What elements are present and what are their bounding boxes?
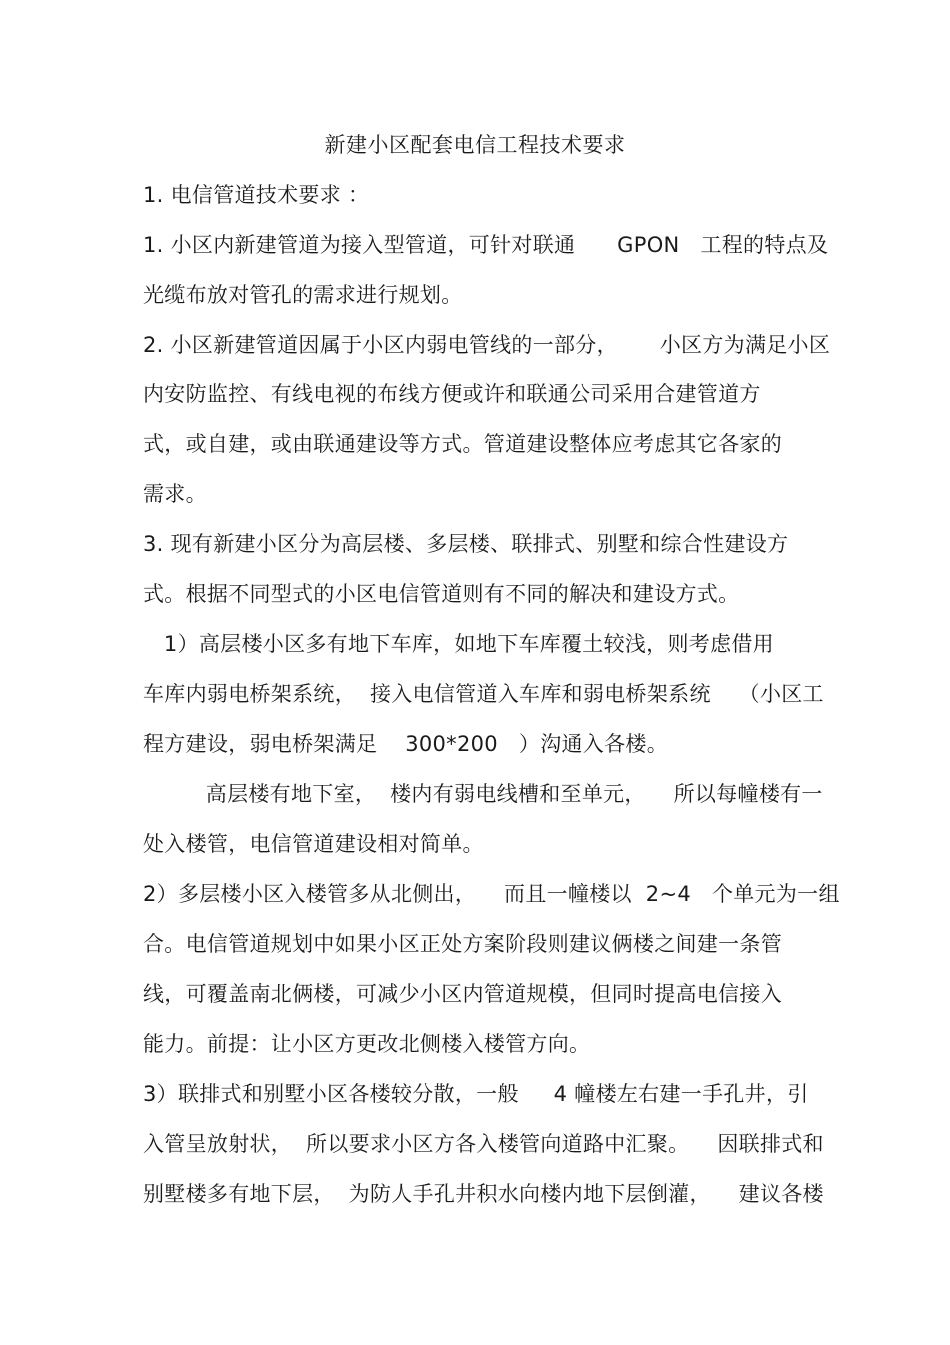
- paragraph-line: 处入楼管，电信管道建设相对简单。: [143, 832, 484, 856]
- section-heading-telecom-pipeline: 1. 电信管道技术要求 ：: [143, 183, 370, 207]
- paragraph-line: 2）多层楼小区入楼管多从北侧出， 而且一幢楼以 2~4 个单元为一组: [143, 882, 840, 906]
- paragraph-line: 车库内弱电桥架系统， 接入电信管道入车库和弱电桥架系统 （小区工: [143, 682, 824, 706]
- paragraph-line: 3）联排式和别墅小区各楼较分散，一般 4 幢楼左右建一手孔井，引: [143, 1082, 809, 1106]
- paragraph-line: 式，或自建，或由联通建设等方式。管道建设整体应考虑其它各家的: [143, 432, 782, 456]
- paragraph-line: 能力。前提：让小区方更改北侧楼入楼管方向。: [143, 1032, 591, 1056]
- paragraph-line: 程方建设，弱电桥架满足 300*200 ）沟通入各楼。: [143, 732, 668, 756]
- paragraph-line: 光缆布放对管孔的需求进行规划。: [143, 283, 463, 307]
- paragraph-line: 高层楼有地下室， 楼内有弱电线槽和至单元， 所以每幢楼有一: [143, 782, 823, 806]
- paragraph-line: 式。根据不同型式的小区电信管道则有不同的解决和建设方式。: [143, 582, 740, 606]
- paragraph-line: 入管呈放射状， 所以要求小区方各入楼管向道路中汇聚。 因联排式和: [143, 1132, 824, 1156]
- paragraph-line: 1. 小区内新建管道为接入型管道，可针对联通 GPON 工程的特点及: [143, 233, 829, 257]
- paragraph-line: 1）高层楼小区多有地下车库，如地下车库覆土较浅，则考虑借用: [143, 632, 774, 656]
- paragraph-line: 3. 现有新建小区分为高层楼、多层楼、联排式、别墅和综合性建设方: [143, 532, 789, 556]
- paragraph-line: 2. 小区新建管道因属于小区内弱电管线的一部分， 小区方为满足小区: [143, 333, 831, 357]
- paragraph-line: 线，可覆盖南北俩楼，可减少小区内管道规模，但同时提高电信接入: [143, 982, 782, 1006]
- paragraph-line: 内安防监控、有线电视的布线方便或许和联通公司采用合建管道方: [143, 382, 761, 406]
- paragraph-line: 合。电信管道规划中如果小区正处方案阶段则建议俩楼之间建一条管: [143, 932, 782, 956]
- document-title: 新建小区配套电信工程技术要求: [324, 133, 626, 157]
- paragraph-line: 需求。: [143, 482, 207, 506]
- paragraph-line: 别墅楼多有地下层， 为防人手孔井积水向楼内地下层倒灌， 建议各楼: [143, 1182, 824, 1206]
